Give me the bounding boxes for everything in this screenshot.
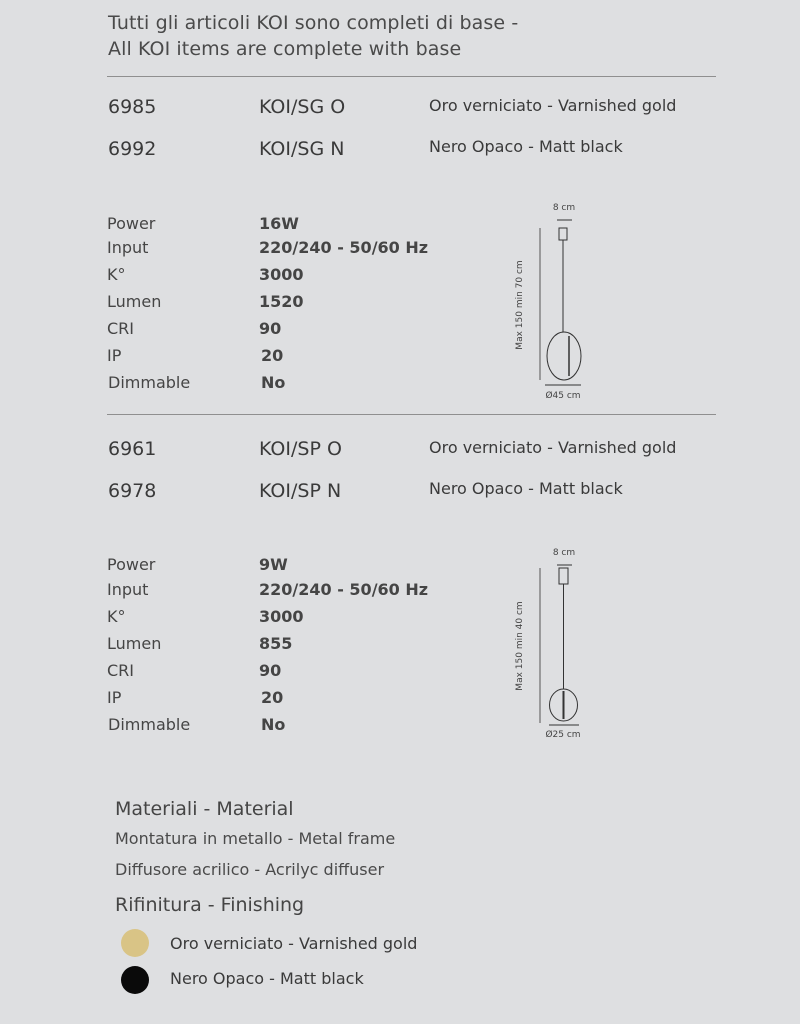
spec-value-lumen: 1520 [259,292,304,311]
spec-value-dimmable: No [261,373,286,392]
spec-label-cri: CRI [107,319,135,338]
spec-value-lumen: 855 [259,634,293,653]
product-finish: Nero Opaco - Matt black [429,479,623,498]
spec-value-cri: 90 [259,661,282,680]
product-model: KOI/SP O [259,438,342,460]
header-line-1: Tutti gli articoli KOI sono completi di base - [108,12,519,34]
dimension-side-label: Max 150 min 70 cm [515,260,525,350]
pendant-sg-drawing [505,198,605,408]
spec-label-cri: CRI [107,661,135,680]
product-code: 6978 [108,480,157,502]
spec-label-ip: IP [107,688,122,707]
spec-label-dimmable: Dimmable [108,373,191,392]
spec-value-kelvin: 3000 [259,265,304,284]
materials-title: Materiali - Material [115,798,294,820]
product-code: 6992 [108,138,157,160]
spec-value-ip: 20 [261,346,284,365]
spec-value-power: 16W [259,214,299,233]
dimension-top-label: 8 cm [552,548,576,558]
spec-value-input: 220/240 - 50/60 Hz [259,238,429,257]
product-model: KOI/SG N [259,138,345,160]
spec-label-input: Input [107,238,149,257]
finish-label-gold: Oro verniciato - Varnished gold [170,934,418,953]
dimension-top-label: 8 cm [552,203,576,213]
dimension-bottom-label: Ø45 cm [545,391,581,401]
product-model: KOI/SG O [259,96,346,118]
dimension-bottom-label: Ø25 cm [545,730,581,740]
material-item: Montatura in metallo - Metal frame [115,829,396,848]
spec-value-cri: 90 [259,319,282,338]
header-line-2: All KOI items are complete with base [108,38,462,60]
spec-value-input: 220/240 - 50/60 Hz [259,580,429,599]
spec-label-power: Power [107,555,156,574]
product-code: 6985 [108,96,157,118]
spec-label-lumen: Lumen [107,292,162,311]
product-finish: Oro verniciato - Varnished gold [429,96,677,115]
spec-label-ip: IP [107,346,122,365]
material-item: Diffusore acrilico - Acrilyc diffuser [115,860,385,879]
product-finish: Nero Opaco - Matt black [429,137,623,156]
finish-label-black: Nero Opaco - Matt black [170,969,364,988]
pendant-sp-drawing [505,543,605,748]
spec-label-kelvin: K° [107,265,126,284]
product-finish: Oro verniciato - Varnished gold [429,438,677,457]
product-code: 6961 [108,438,157,460]
finishing-title: Rifinitura - Finishing [115,894,305,916]
spec-value-dimmable: No [261,715,286,734]
spec-value-kelvin: 3000 [259,607,304,626]
divider [107,76,716,77]
spec-label-input: Input [107,580,149,599]
black-swatch [121,966,149,994]
spec-value-ip: 20 [261,688,284,707]
spec-label-power: Power [107,214,156,233]
spec-label-lumen: Lumen [107,634,162,653]
spec-label-kelvin: K° [107,607,126,626]
divider [107,414,716,415]
dimension-side-label: Max 150 min 40 cm [515,601,525,691]
gold-swatch [121,929,149,957]
spec-value-power: 9W [259,555,288,574]
spec-label-dimmable: Dimmable [108,715,191,734]
product-model: KOI/SP N [259,480,342,502]
